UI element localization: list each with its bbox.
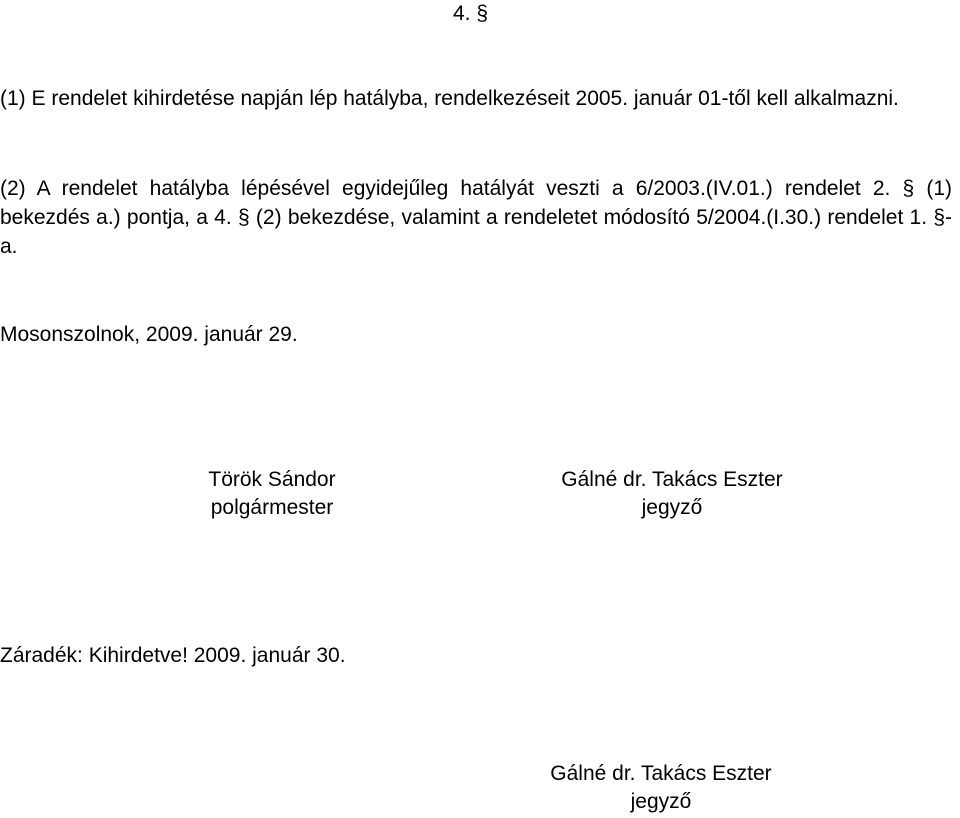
clause: Záradék: Kihirdetve! 2009. január 30. <box>0 644 346 667</box>
signature-notary <box>522 466 822 522</box>
paragraph-1: (1) E rendelet kihirdetése napján lép hatályba, rendelkezéseit 2005. január 01-től kell alkalmazni. <box>0 87 899 110</box>
final-signature <box>511 760 811 816</box>
signature-title: polgármester <box>210 496 334 519</box>
signature-title: jegyző <box>641 496 703 519</box>
place-date: Mosonszolnok, 2009. január 29. <box>0 323 298 346</box>
signature-title: jegyző <box>630 790 692 813</box>
signature-name: Török Sándor <box>208 468 336 491</box>
signature-name: Gálné dr. Takács Eszter <box>550 762 772 785</box>
section-heading: 4. § <box>453 2 489 25</box>
signature-name: Gálné dr. Takács Eszter <box>561 468 783 491</box>
paragraph-2: (2) A rendelet hatályba lépésével egyidejűleg hatályát veszti a 6/2003.(IV.01.) rendelet 2. § (1) bekezdés a.) pontja, a 4. § (2) bekezdése, valamint a rendeletet módosító 5/2004.(I.30.) rendelet 1. §-a. <box>0 177 952 258</box>
signature-mayor <box>172 466 372 522</box>
